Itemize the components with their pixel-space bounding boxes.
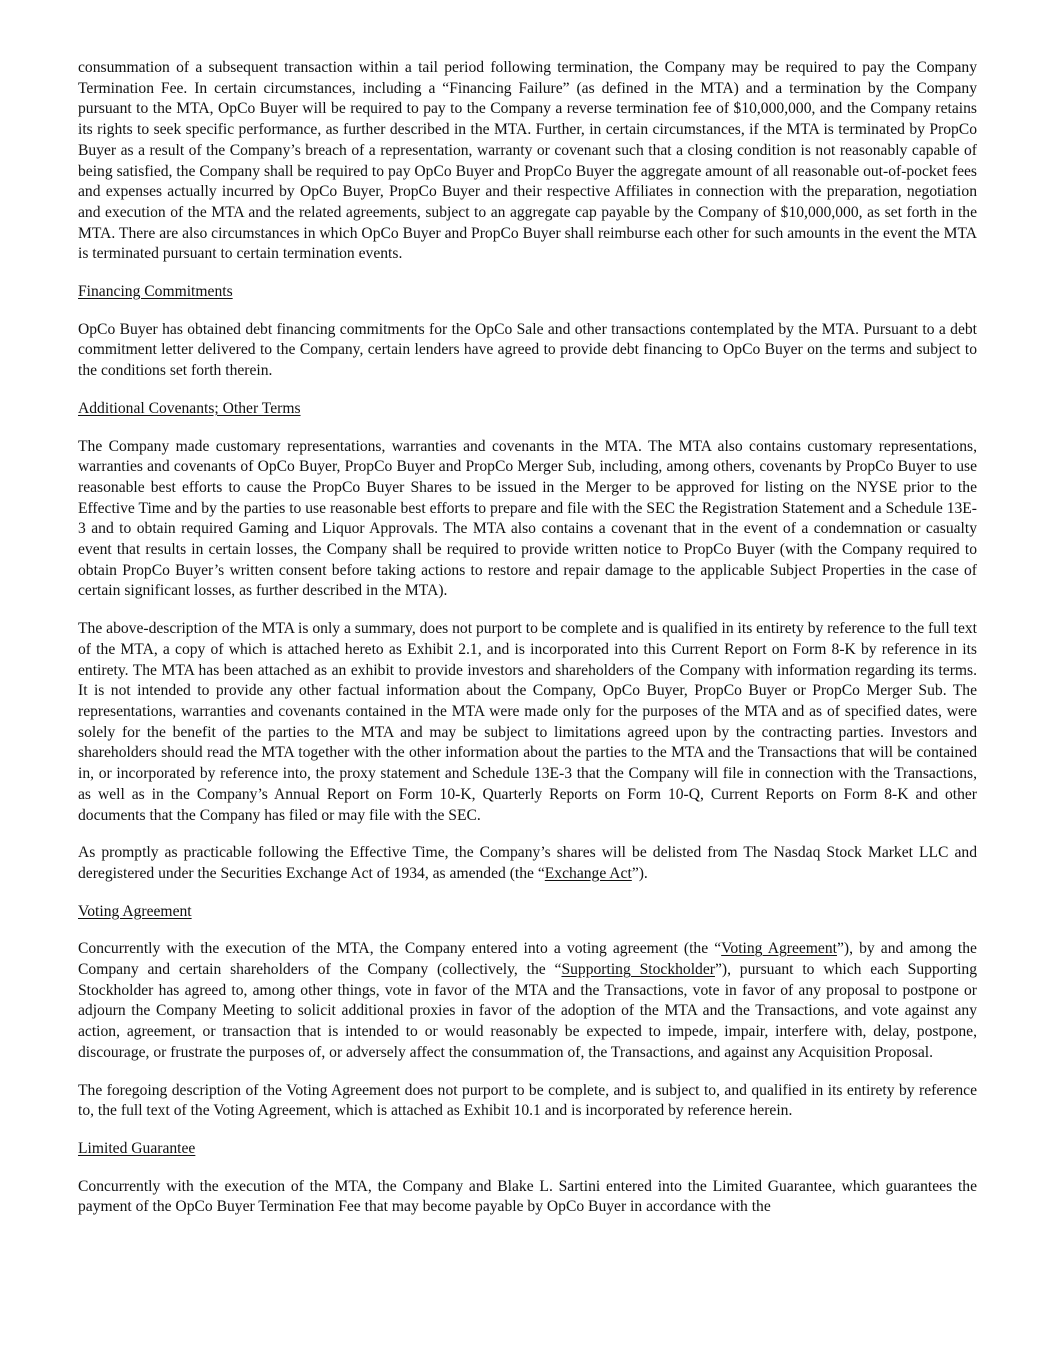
defined-term-supporting-stockholder: Supporting Stockholder [561, 961, 715, 979]
paragraph-delisting [78, 843, 977, 884]
heading-limited-guarantee: Limited Guarantee [78, 1139, 196, 1157]
defined-term-exchange-act: Exchange Act [544, 864, 632, 882]
paragraph-voting-agreement [78, 939, 977, 1063]
paragraph-limited-guarantee: Concurrently with the execution of the MTA, the Company and Blake L. Sartini entered into the Limited Guarantee, which guarantees the payment of the OpCo Buyer Termination Fee that may become payable by OpCo Buyer in accordance with the [78, 1177, 977, 1216]
paragraph-voting-agreement-reference: The foregoing description of the Voting Agreement does not purport to be complete, and is subject to, and qualified in its entirety by reference to, the full text of the Voting Agreement, which is attached as Exhibit 10.1 and is incorporated by reference herein. [78, 1081, 977, 1120]
defined-term-voting-agreement: Voting Agreement [721, 940, 837, 958]
paragraph-financing-commitments: OpCo Buyer has obtained debt financing commitments for the OpCo Sale and other transactions contemplated by the MTA. Pursuant to a debt commitment letter delivered to the Company, certain lenders have agreed to provide debt financing to OpCo Buyer on the terms and subject to the conditions set forth therein. [78, 320, 977, 380]
voting-text-b: ”), by and among the Company and certain shareholders of the Company (collectively, the “ [78, 940, 977, 979]
paragraph-additional-covenants: The Company made customary representations, warranties and covenants in the MTA. The MTA also contains customary representations, warranties and covenants of OpCo Buyer, PropCo Buyer and PropCo Merger Sub, including, among others, covenants by PropCo Buyer to use reasonable best efforts to cause the PropCo Buyer Shares to be issued in the Merger to be approved for listing on the NYSE prior to the Effective Time and by the parties to use reasonable best efforts to prepare and file with the SEC the Registration Statement and a Schedule 13E-3 and to obtain required Gaming and Liquor Approvals. The MTA also contains a covenant that in the event of a condemnation or casualty event that results in certain losses, the Company shall be required to provide written notice to PropCo Buyer (with the Company required to obtain PropCo Buyer’s written consent before taking actions to restore and repair damage to the applicable Subject Properties in the case of certain significant losses, as further described in the MTA). [78, 437, 977, 600]
voting-text-c: ”), pursuant to which each Supporting Stockholder has agreed to, among other things, vote in favor of the MTA and the Transactions, vote in favor of any proposal to postpone or adjourn the Company Meeting to solicit additional proxies in favor of the adoption of the MTA and the Transactions, and vote against any action, agreement, or transaction that is intended to or would reasonably be expected to impede, impair, interfere with, delay, postpone, discourage, or frustrate the purposes of, or adversely affect the consummation of, the Transactions, and against any Acquisition Proposal. [78, 961, 977, 1061]
paragraph-mta-summary: The above-description of the MTA is only a summary, does not purport to be complete and is qualified in its entirety by reference to the full text of the MTA, a copy of which is attached hereto as Exhibit 2.1, and is incorporated into this Current Report on Form 8-K by reference in its entirety. The MTA has been attached as an exhibit to provide investors and shareholders of the Company with information regarding its terms. It is not intended to provide any other factual information about the Company, OpCo Buyer, PropCo Buyer or PropCo Merger Sub. The representations, warranties and covenants contained in the MTA were made only for the purposes of the MTA and as of specified dates, were solely for the benefit of the parties to the MTA and may be subject to limitations agreed upon by the contracting parties. Investors and shareholders should read the MTA together with the other information about the parties to the MTA and the Transactions that will be contained in, or incorporated by reference into, the proxy statement and Schedule 13E-3 that the Company will file in connection with the Transactions, as well as in the Company’s Annual Report on Form 10-K, Quarterly Reports on Form 10-Q, Current Reports on Form 8-K and other documents that the Company has filed or may file with the SEC. [78, 620, 977, 824]
document-page [78, 58, 977, 1235]
heading-financing-commitments: Financing Commitments [78, 283, 233, 301]
heading-voting-agreement: Voting Agreement [78, 902, 192, 920]
voting-text-a: Concurrently with the execution of the MTA, the Company entered into a voting agreement (the “ [78, 940, 722, 958]
heading-additional-covenants: Additional Covenants; Other Terms [78, 399, 301, 417]
paragraph-termination-fees: consummation of a subsequent transaction within a tail period following termination, the Company may be required to pay the Company Termination Fee. In certain circumstances, including a “Financing Failure” (as defined in the MTA) and a termination by the Company pursuant to the MTA, OpCo Buyer will be required to pay to the Company a reverse termination fee of $10,000,000, and the Company retains its rights to seek specific performance, as further described in the MTA. Further, in certain circumstances, if the MTA is terminated by PropCo Buyer as a result of the Company’s breach of a representation, warranty or covenant such that a closing condition is not reasonably capable of being satisfied, the Company shall be required to pay OpCo Buyer and PropCo Buyer the aggregate amount of all reasonable out-of-pocket fees and expenses actually incurred by OpCo Buyer, PropCo Buyer and their respective Affiliates in connection with the preparation, negotiation and execution of the MTA and the related agreements, subject to an aggregate cap payable by the Company of $10,000,000, as set forth in the MTA. There are also circumstances in which OpCo Buyer and PropCo Buyer shall reimburse each other for such amounts in the event the MTA is terminated pursuant to certain termination events. [78, 59, 977, 263]
delisting-text-after: ”). [631, 864, 648, 882]
delisting-text-before: As promptly as practicable following the Effective Time, the Company’s shares will be delisted from The Nasdaq Stock Market LLC and deregistered under the Securities Exchange Act of 1934, as amended (the “ [78, 844, 977, 882]
